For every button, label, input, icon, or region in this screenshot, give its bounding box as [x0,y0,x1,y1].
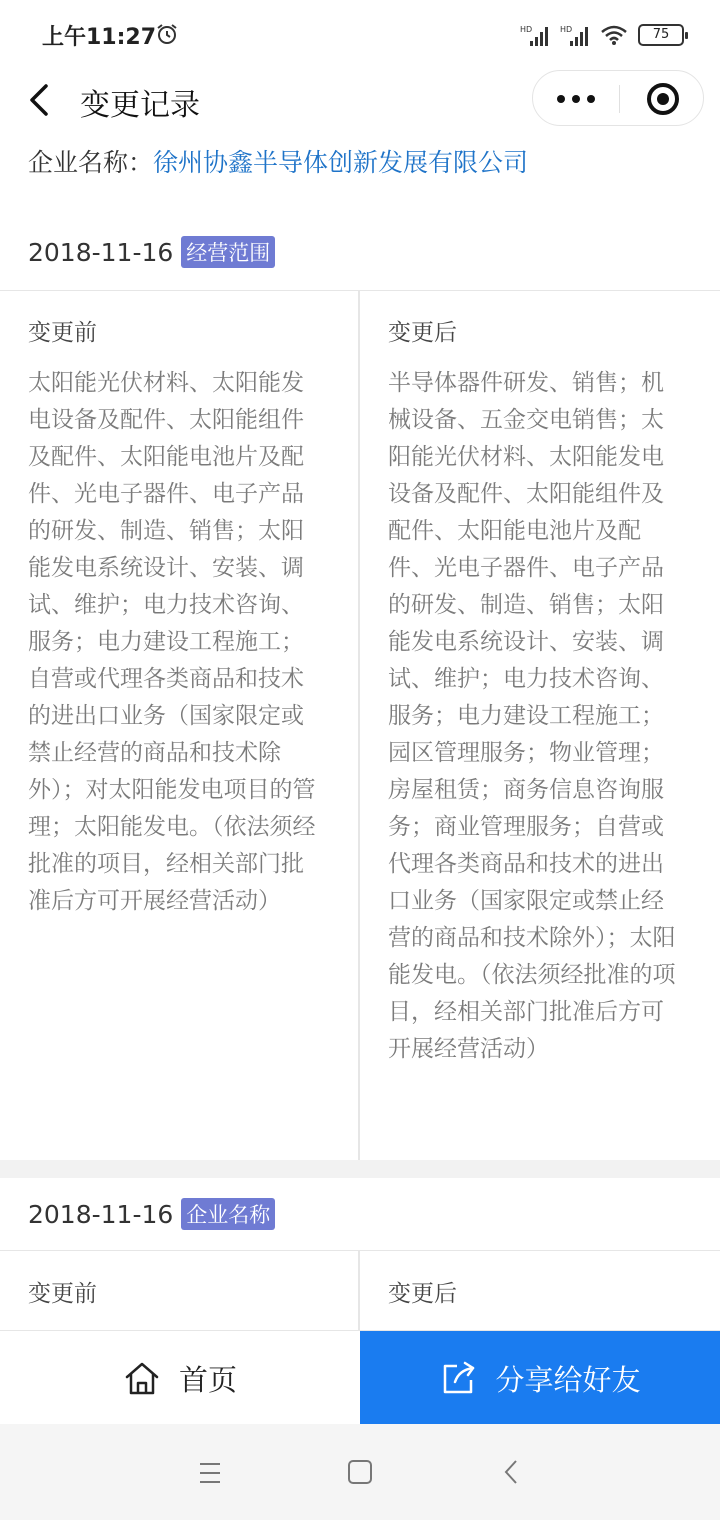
svg-text:HD: HD [560,25,573,34]
before-label: 变更前 [28,320,97,346]
company-label: 企业名称： [28,148,154,177]
alarm-icon [155,22,179,46]
action-bar [0,1330,720,1424]
home-icon [123,1360,161,1396]
record-header [28,236,275,268]
svg-text:HD: HD [520,25,533,34]
wifi-icon [600,24,628,46]
section-gap [0,1160,720,1178]
after-content: 半导体器件研发、销售；机械设备、五金交电销售；太阳能光伏材料、太阳能发电设备及配件、太阳能组件及配件、太阳能电池片及配件、光电子器件、电子产品的研发、制造、销售；太阳能发电系统设计、安装、调试、维护；电力技术咨询、服务；电力建设工程施工；园区管理服务；物业管理；房屋租赁；商务信息咨询服务；商业管理服务；自营或代理各类商品和技术的进出口业务（国家限定或禁止经营的商品和技术除外）；太阳能发电。（依法须经批准的项目，经相关部门批准后方可开展经营活动） [388,370,676,1062]
before-label: 变更前 [28,1281,97,1307]
share-icon [439,1360,477,1396]
record-date: 2018-11-16 [28,237,174,267]
status-bar [0,0,720,70]
signal-icon [560,23,590,47]
more-button[interactable] [533,71,619,127]
after-label: 变更后 [388,1281,457,1307]
company-name-link[interactable]: 徐州协鑫半导体创新发展有限公司 [153,148,529,177]
system-navigation-bar [0,1424,720,1520]
column-divider [358,291,360,1160]
after-label: 变更后 [388,320,457,346]
divider [0,290,720,291]
signal-icon [520,23,550,47]
record-header [28,1198,275,1230]
menu-icon[interactable] [190,1458,230,1488]
share-button[interactable] [360,1331,720,1425]
close-button[interactable] [619,71,705,127]
home-label: 首页 [178,1362,237,1397]
more-dots-icon [557,95,595,103]
status-time: 上午11:27 [42,25,157,50]
chevron-left-icon[interactable] [24,82,58,118]
company-row [28,143,528,179]
record-date: 2018-11-16 [28,1199,174,1229]
title-bar [0,70,720,130]
home-button[interactable] [0,1331,360,1425]
mini-program-capsule [532,70,704,126]
battery-icon: 75 [638,24,684,46]
status-icons [520,22,684,48]
record-type-badge: 经营范围 [181,236,275,268]
column-divider [358,1251,360,1331]
back-icon[interactable] [492,1458,532,1488]
home-square-icon[interactable] [340,1458,380,1488]
before-content: 太阳能光伏材料、太阳能发电设备及配件、太阳能组件及配件、太阳能电池片及配件、光电子器件、电子产品的研发、制造、销售；太阳能发电系统设计、安装、调试、维护；电力技术咨询、服务；电力建设工程施工；自营或代理各类商品和技术的进出口业务（国家限定或禁止经营的商品和技术除外）；对太阳能发电项目的管理；太阳能发电。（依法须经批准的项目，经相关部门批准后方可开展经营活动） [28,370,316,914]
share-label: 分享给好友 [495,1362,641,1397]
target-close-icon [647,83,679,115]
divider [0,1250,720,1251]
page-title: 变更记录 [80,88,200,123]
record-type-badge: 企业名称 [181,1198,275,1230]
